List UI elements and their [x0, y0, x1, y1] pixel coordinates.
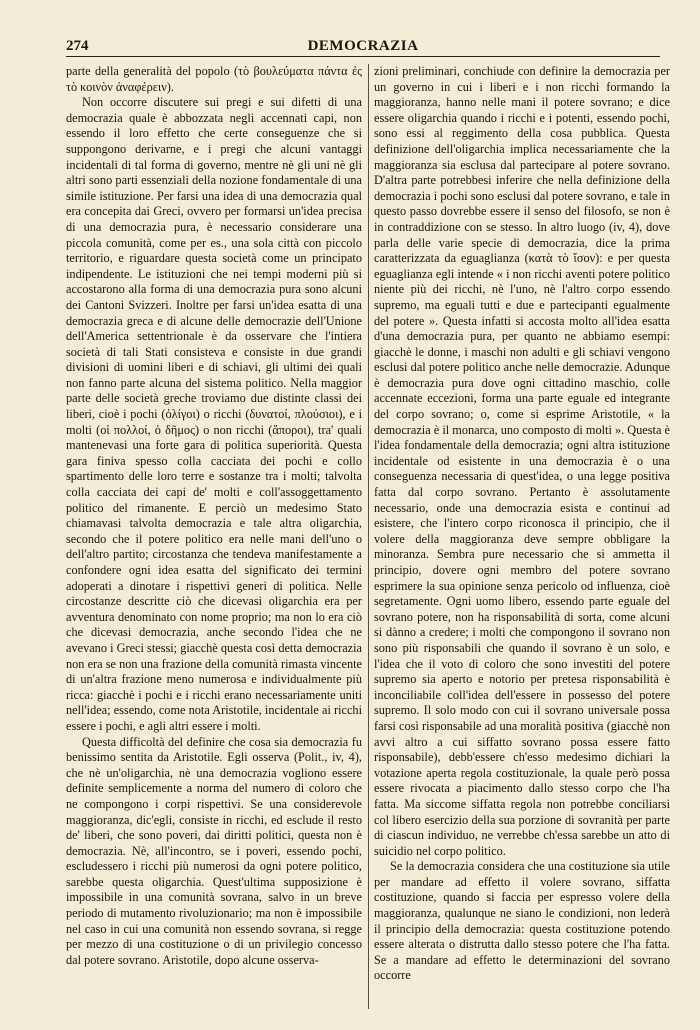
paragraph: zioni preliminari, conchiude con definire la democrazia per un governo in cui i liberi e i non ricchi formando la maggioranza, hanno nelle mani il potere sovrano; e dice essere oligarchia quando i ricchi e i potenti, essendo pochi, sono essi al reggimento della cosa pubblica. Questa definizione dell'oligarchia implica necessariamente che la maggioranza sia esclusa dal partecipare al potere sovrano. D'altra parte potrebbesi inferire che nella definizione della democrazia i pochi sono esclusi dal potere sovrano, e tale in questo passo dovrebbe essere il senso del filosofo, se non è in contraddizione con se stesso. In altro luogo (iv, 4), dove parla delle varie specie di democrazia, dice la prima caratterizzata da eguaglianza (κατὰ τὸ ἴσον): e per questa eguaglianza egli intende « i non ricchi aventi potere politico niente più dei ricchi, nè l'uno, nè l'altro corpo essendo supremo, ma eguali tutti e due e partecipanti egualmente del potere ». Questa infatti si accosta molto all'idea esatta d'una democrazia pura, per quanto ne abbiamo esempi: giacchè le donne, i maschi non adulti e gli schiavi vengono esclusi dal potere politico anche nelle democrazie. Adunque è democrazia pura dove ogni cittadino maschio, colle accennate eccezioni, forma una parte eguale ed integrante del corpo sovrano; o, come si esprime Aristotile, « la democrazia è il monarca, uno composto di molti ». Questa è l'idea fondamentale della democrazia; ogni altra istituzione incidentale od esistente in una democrazia è o una conseguenza necessaria di quest'idea, o una legge positiva fatta dal corpo sovrano. Pertanto è assolutamente necessario, onde una democrazia esista e continui ad esistere, che l'intero corpo riconosca il principio, che il volere della maggioranza deve sempre obbligare la minoranza. Sembra pure necessario che si ammetta il principio, dovere ogni membro del potere sovrano esprimere la sua opinione senza pericolo od influenza, cioè segretamente. Ogni uomo libero, essendo parte eguale del sovrano potere, non ha risponsabilità di sorta, come alcuni si dànno a credere; i molti che compongono il sovrano non sono più risponsabili che quando il sovrano è un solo, e l'idea che il voto di coloro che sono investiti del potere supremo sia aperto e notorio per pretesa risponsabilità è inconciliabile coll'idea dell'essere in possesso del potere supremo. Il solo modo con cui il sovrano universale possa farsi così risponsabile ad una moralità positiva (giacchè non avvi altro a cui siffatto sovrano possa essere fatto risponsabile), debb'essere ch'esso medesimo dichiari la votazione aperta regola costituzionale, la quale però possa essere rivocata a piacimento dallo stesso corpo che l'ha fatta. Ma siccome siffatta regola non potrebbe conciliarsi col libero esercizio della sua porzione di sovranità per parte di ciascun individuo, ne verrebbe ch'essa sarebbe un atto di suicidio nel corpo politico.: [374, 64, 670, 858]
left-column: [66, 64, 362, 968]
paragraph: Questa difficoltà del definire che cosa sia democrazia fu benissimo sentita da Aristotile. Egli osserva (Polit., iv, 4), che nè un'oligarchia, nè una democrazia vogliono essere definite semplicemente a norma del numero di coloro che ne compongono i corpi rispettivi. Se una considerevole maggioranza, dic'egli, consiste in ricchi, ed esclude il resto de' liberi, che sono poveri, dai diritti politici, questa non è democrazia. Nè, all'incontro, se i poveri, essendo pochi, escludessero i ricchi più numerosi da ogni potere politico, sarebbe questa oligarchia. Quest'ultima supposizione è impossibile in una comunità sovrana, salvo in un breve periodo di mutamento rivoluzionario; ma non è impossibile nel caso in cui una comunità non essendo sovrana, si regge per mezzo di una costituzione o di un privilegio concesso dal potere sovrano. Aristotile, dopo alcune osserva-: [66, 734, 362, 967]
page-header: [66, 34, 660, 57]
column-divider: [368, 64, 369, 1009]
paragraph: Se la democrazia considera che una costituzione sia utile per mandare ad effetto il volere sovrano, siffatta costituzione, quando si faccia per espresso volere della maggioranza, qualunque ne siano le condizioni, non lederà il principio della democrazia: questa costituzione potendo essere alterata o distrutta dallo stesso potere che l'ha fatta. Se a mandare ad effetto le determinazioni del sovrano occorre: [374, 859, 670, 983]
right-column: [374, 64, 670, 984]
paragraph: Non occorre discutere sui pregi e sui difetti di una democrazia quale è abbozzata negli accennati capi, non essendo il loro effetto che certe conseguenze che si suppongono derivarne, e i pregi che alcuni vantaggi incidentali di tal forma di governo, mentre nè gli uni nè gli altri sono parti essenziali della nozione fondamentale di una simile istituzione. Per farsi una idea di una democrazia qual era concepita dai Greci, ovvero per formarsi un'idea precisa di una democrazia pura, è necessario considerare una piccola comunità, come per es., una sola città con piccolo territorio, e riguardare questa società come un principato indipendente. Le istituzioni che nei tempi moderni più si accostarono alla forma di una democrazia pura sono alcuni dei Cantoni Svizzeri. Inoltre per farsi un'idea esatta di una democrazia greca e di alcune delle democrazie dell'Unione dell'America settentrionale è da osservare che l'intiera società di tali Stati consisteva e consiste in due grandi divisioni di uomini liberi e di schiavi, gli ultimi dei quali non fanno parte alcuna del sistema politico. Nella maggior parte delle società greche troviamo due distinte classi dei liberi, cioè i pochi (ὀλίγοι) o ricchi (δυνατοί, πλούσιοι), e i molti (οἱ πολλοί, ὁ δῆμος) o non ricchi (ἄποροι), tra' quali mantenevasi una forte gara di politica superiorità. Questa gara finiva spesso colla cacciata dei pochi e collo spartimento delle loro terre e sostanze tra i molti; talvolta colla cacciata dei capi de' molti e coll'assoggettamento politico del rimanente. E perciò un medesimo Stato chiamavasi talvolta democrazia e tale altra oligarchia, secondo che il potere politico era nelle mani dell'uno o dell'altro partito; circostanza che tendeva manifestamente a confondere ogni idea esatta del significato dei termini adoperati a dinotare i rispettivi generi di politica. Nelle circostanze descritte ciò che dicevasi oligarchia era per avventura denominato con nome proprio; ma non lo era ciò che dicevasi democrazia, anche secondo l'idea che ne avevano i Greci stessi; giacchè questa così detta democrazia non era se non una frazione della comunità rimasta vincente di un'altra frazione meno numerosa e individualmente più ricca: giacchè i pochi e i ricchi erano necessariamente uniti nell'idea; essendo, come nota Aristotile, incidentale ai ricchi essere i pochi, e agli altri essere i molti.: [66, 95, 362, 733]
running-title: DEMOCRAZIA: [307, 38, 419, 54]
paragraph: parte della generalità del popolo (τὸ βουλεύματα πάντα ἐς τὸ κοινὸν ἀναφέρειν).: [66, 64, 362, 94]
page-number: 274: [66, 38, 89, 54]
